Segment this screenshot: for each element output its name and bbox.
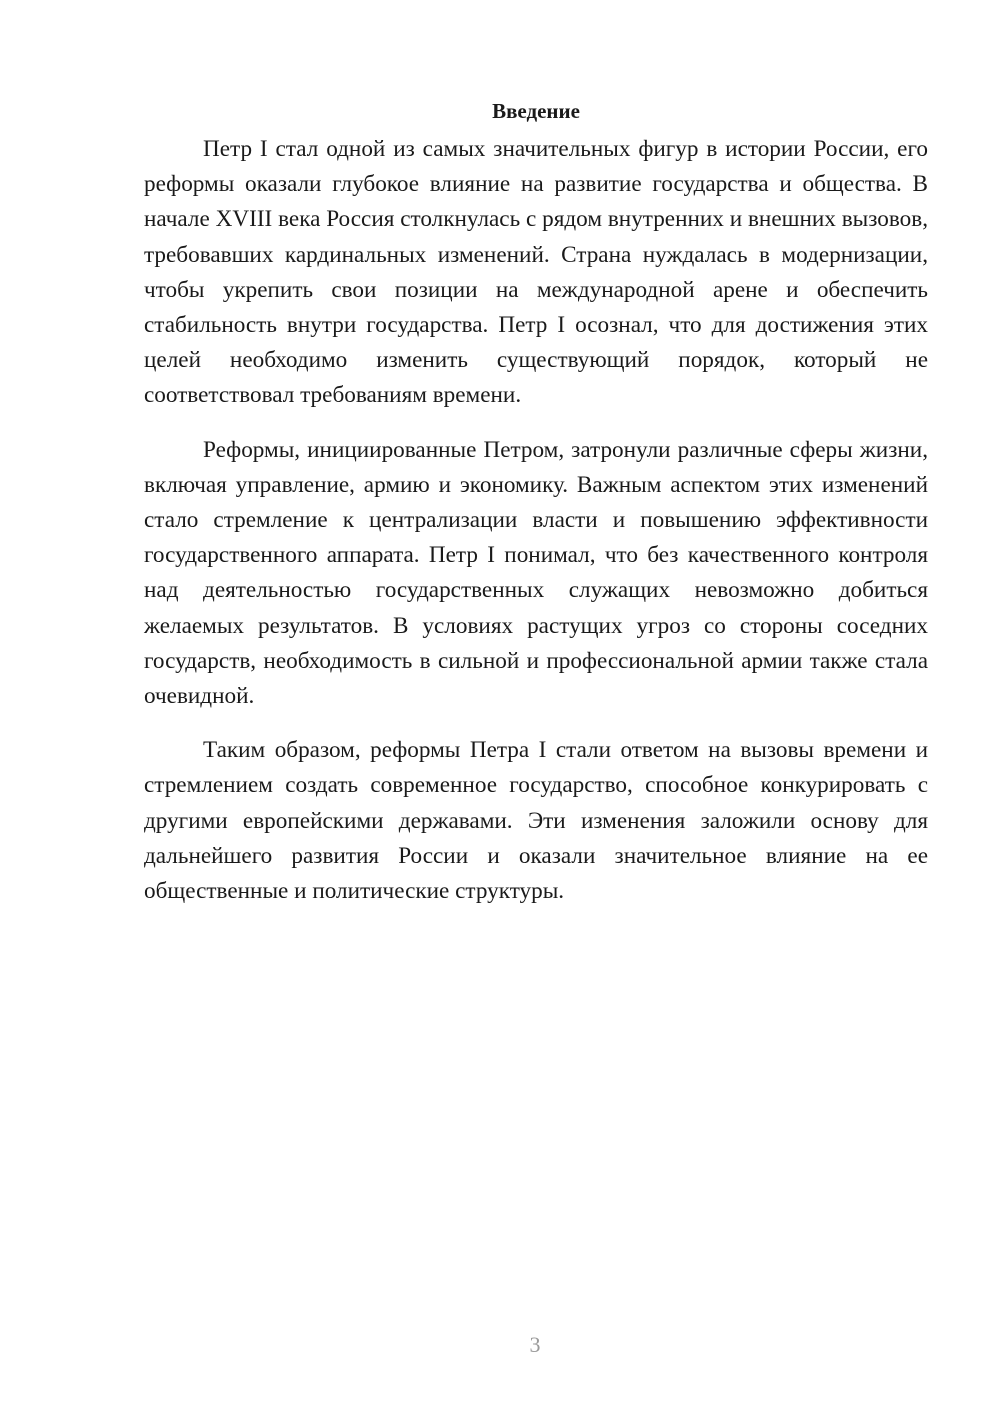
section-heading: Введение [492, 99, 580, 123]
page-number: 3 [529, 1332, 541, 1357]
paragraph-1: Петр I стал одной из самых значительных фигур в истории России, его реформы оказали глубокое влияние на развитие государства и общества. В начале XVIII века Россия столкнулась с рядом внутренних и внешних вызовов, требовавших кардинальных изменений. Страна нуждалась в модернизации, чтобы укрепить свои позиции на международной арене и обеспечить стабильность внутри государства. Петр I осознал, что для достижения этих целей необходимо изменить существующий порядок, который не соответствовал требованиям времени. [144, 136, 928, 409]
paragraph-3: Таким образом, реформы Петра I стали ответом на вызовы времени и стремлением создать современное государство, способное конкурировать с другими европейскими державами. Эти изменения заложили основу для дальнейшего развития России и оказали значительное влияние на ее общественные и политические структуры. [144, 737, 928, 905]
page-content [144, 94, 928, 928]
paragraph-2: Реформы, инициированные Петром, затронули различные сферы жизни, включая управление, армию и экономику. Важным аспектом этих изменений стало стремление к централизации власти и повышению эффективности государственного аппарата. Петр I понимал, что без качественного контроля над деятельностью государственных служащих невозможно добиться желаемых результатов. В условиях растущих угроз со стороны соседних государств, необходимость в сильной и профессиональной армии также стала очевидной. [144, 436, 928, 710]
